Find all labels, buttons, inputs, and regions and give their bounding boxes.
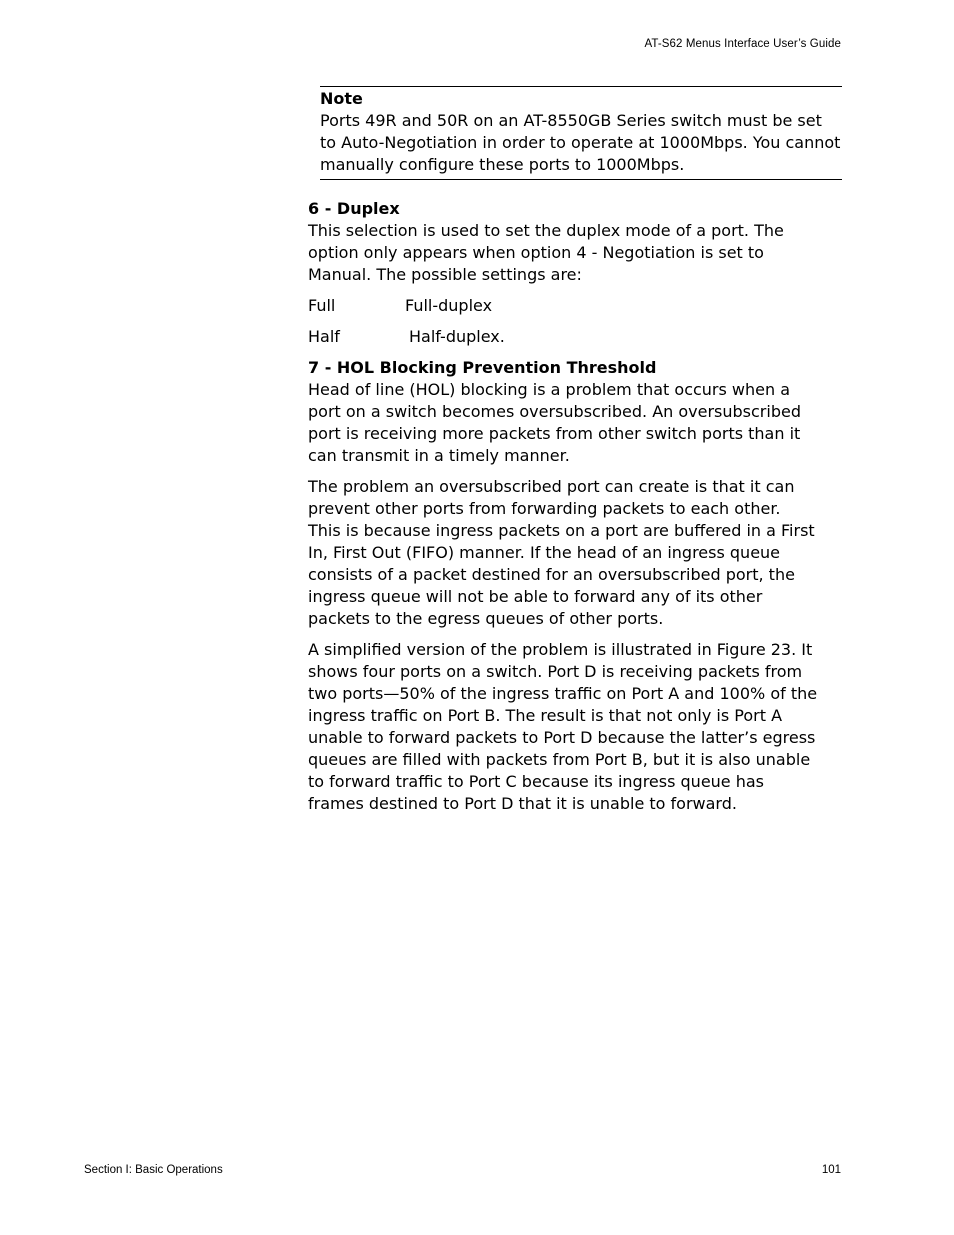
note-box — [320, 86, 842, 180]
setting-description: Half-duplex. — [409, 327, 505, 346]
setting-name: Half — [308, 327, 340, 346]
duplex-setting-half — [308, 326, 818, 348]
hol-paragraph-2: The problem an oversubscribed port can create is that it can prevent other ports from forwarding packets to each other. This is because ingress packets on a port are buffered in a First In, First Out (FIFO) manner. If the head of an ingress queue consists of a packet destined for an oversubscribed port, the ingress queue will not be able to forward any of its other packets to the egress queues of other ports. — [308, 477, 815, 628]
setting-description: Full-duplex — [405, 296, 493, 315]
page-number: 101 — [821, 1164, 841, 1176]
setting-name: Full — [308, 296, 336, 315]
hol-paragraph-1: Head of line (HOL) blocking is a problem that occurs when a port on a switch becomes oversubscribed. An oversubscribed port is receiving more packets from other switch ports than it can transmit in a timely manner. — [308, 380, 801, 465]
note-text: Ports 49R and 50R on an AT-8550GB Series switch must be set to Auto-Negotiation in order to operate at 1000Mbps. You cannot manually configure these ports to 1000Mbps. — [320, 111, 841, 174]
note-title: Note — [320, 89, 363, 108]
running-header: AT-S62 Menus Interface User’s Guide — [644, 38, 841, 50]
duplex-setting-full — [308, 295, 818, 317]
main-content — [308, 198, 818, 824]
footer-section: Section I: Basic Operations — [84, 1164, 223, 1176]
duplex-intro: This selection is used to set the duplex mode of a port. The option only appears when option 4 - Negotiation is set to Manual. The possible settings are: — [308, 221, 784, 284]
hol-paragraph-3: A simplified version of the problem is illustrated in Figure 23. It shows four ports on a switch. Port D is receiving packets from two ports—50% of the ingress traffic on Port A and 100% of the ingress traffic on Port B. The result is that not only is Port A unable to forward packets to Port D because the latter’s egress queues are filled with packets from Port B, but it is also unable to forward traffic to Port C because its ingress queue has frames destined to Port D that it is unable to forward. — [308, 640, 818, 813]
duplex-heading: 6 - Duplex — [308, 199, 400, 218]
hol-heading: 7 - HOL Blocking Prevention Threshold — [308, 358, 657, 377]
